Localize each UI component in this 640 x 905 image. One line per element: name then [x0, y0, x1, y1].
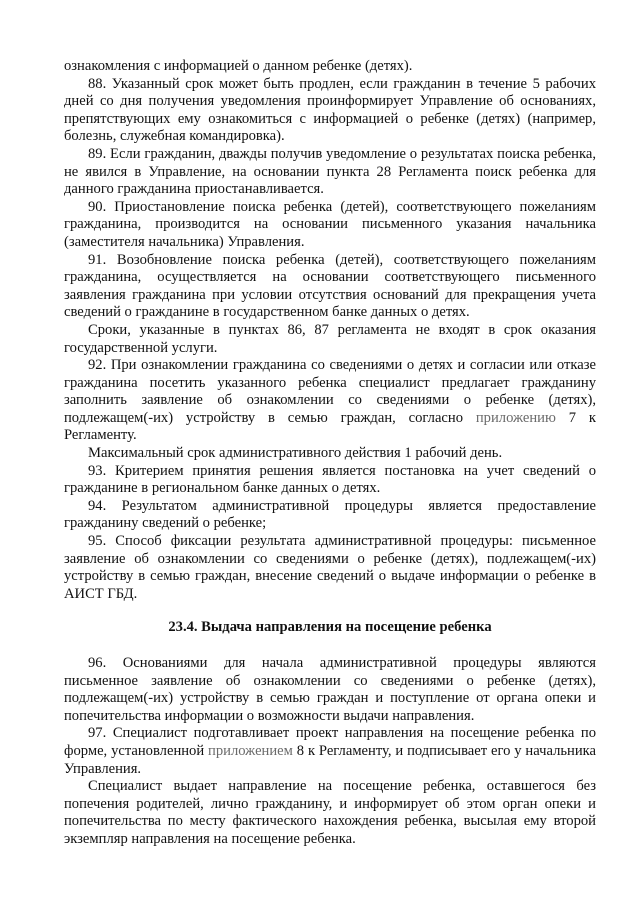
document-page: [64, 58, 596, 849]
paragraph: 95. Способ фиксации результата административной процедуры: письменное заявление об ознакомлении со сведениями о ребенке (детях), подлежащем(-их) устройству в семью граждан, внесение сведений о выдаче информации о ребенке в АИСТ ГБД.: [64, 533, 596, 602]
paragraphs-middle: [64, 445, 596, 603]
section-heading: 23.4. Выдача направления на посещение ребенка: [168, 619, 492, 636]
paragraph-97-text: 97. Специалист подготавливает проект направления на посещение ребенка по форме, установленной: [64, 725, 596, 759]
paragraph: 89. Если гражданин, дважды получив уведомление о результатах поиска ребенка, не явился в Управление, на основании пункта 28 Регламента поиск ребенка для данного гражданина приостанавливается.: [64, 145, 596, 198]
paragraph: ознакомления с информацией о данном ребенке (детях).: [64, 58, 413, 74]
paragraph-final: Специалист выдает направление на посещение ребенка, оставшегося без попечения родителей, лично гражданину, и информирует об этом орган опеки и попечительства по месту фактического нахождения ребенка, высылая ему второй экземпляр направления на посещение ребенка.: [64, 778, 596, 847]
paragraph-92: [64, 357, 596, 445]
paragraph: Сроки, указанные в пунктах 86, 87 регламента не входят в срок оказания государственной услуги.: [64, 321, 596, 356]
paragraph: 94. Результатом административной процедуры является предоставление гражданину сведений о ребенке;: [64, 497, 596, 532]
appendix-7-link[interactable]: приложению: [475, 409, 556, 426]
paragraph-97: [64, 725, 596, 778]
paragraph: 91. Возобновление поиска ребенка (детей), соответствующего пожеланиям гражданина, осуществляется на основании соответствующего письменного заявления гражданина при условии отсутствия оснований для прекращения учета сведений о гражданине в государственном банке данных о детях.: [64, 251, 596, 321]
paragraph-96: 96. Основаниями для начала административной процедуры являются письменное заявление об ознакомлении со сведениями о ребенке (детях), подлежащем(-их) устройству в семью граждан и поступление от органа опеки и попечительства информации о возможности выдачи направления.: [64, 655, 596, 724]
appendix-8-link[interactable]: приложением: [208, 742, 293, 759]
paragraph-92-text: 92. При ознакомлении гражданина со сведениями о детях и согласии или отказе гражданина посетить указанного ребенка специалист предлагает гражданину заполнить заявление об ознакомлении со сведениями о ребенке (детях), подлежащем(-их) устройству в семью граждан, согласно: [64, 357, 596, 426]
paragraph: 93. Критерием принятия решения является постановка на учет сведений о гражданине в региональном банке данных о детях.: [64, 462, 596, 497]
paragraph: 88. Указанный срок может быть продлен, если гражданин в течение 5 рабочих дней со дня получения уведомления проинформирует Управление об основаниях, препятствующих ему ознакомиться с информацией о ребенке (детях) (например, болезнь, служебная командировка).: [64, 75, 596, 145]
paragraph: Максимальный срок административного действия 1 рабочий день.: [88, 445, 503, 462]
paragraph-97-tail: 8 к Регламенту, и подписывает его у начальника Управления.: [64, 742, 596, 777]
paragraph-92-tail: 7 к Регламенту.: [64, 409, 597, 444]
paragraph: 90. Приостановление поиска ребенка (детей), соответствующего пожеланиям гражданина, производится на основании письменного указания начальника (заместителя начальника) Управления.: [64, 198, 596, 250]
paragraphs-before: [64, 58, 596, 357]
